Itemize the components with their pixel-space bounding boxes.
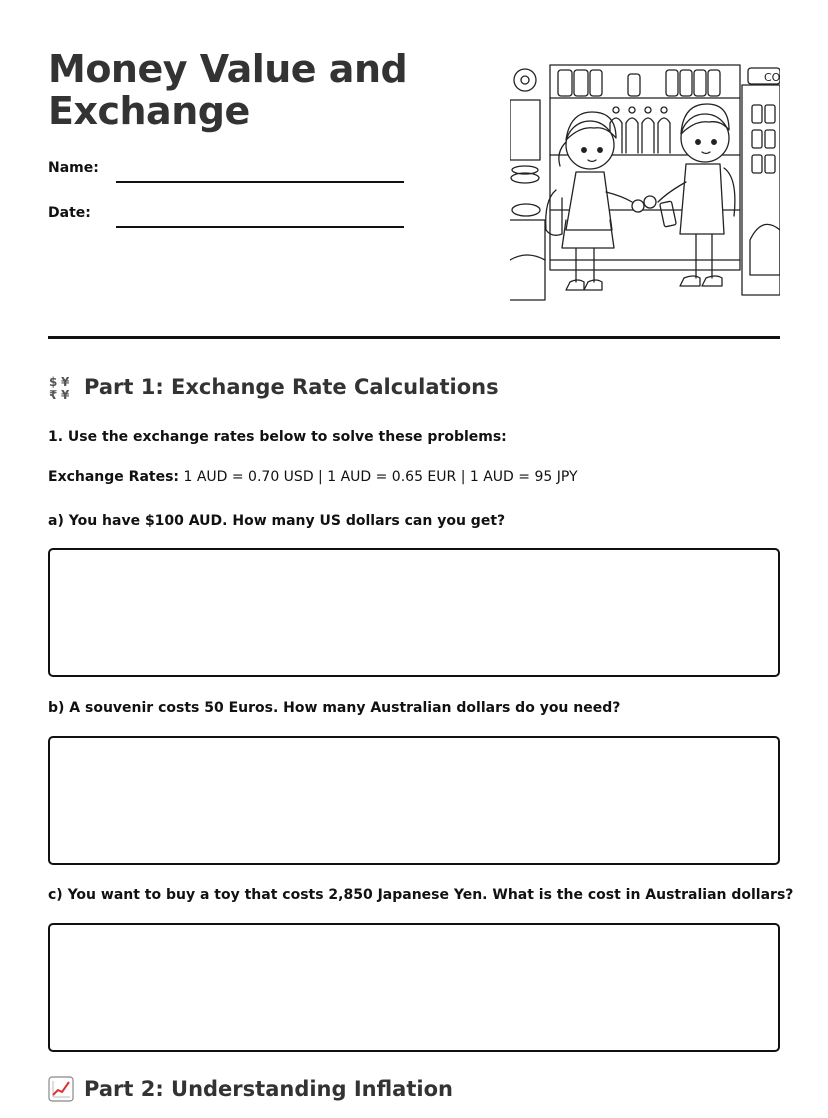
question-b: b) A souvenir costs 50 Euros. How many Australian dollars do you need? [48, 700, 621, 716]
date-field[interactable] [116, 226, 404, 228]
kids-shop-illustration [510, 60, 780, 305]
question-c: c) You want to buy a toy that costs 2,850 Japanese Yen. What is the cost in Australian dollars? [48, 887, 794, 903]
name-field[interactable] [116, 181, 404, 183]
svg-text:₹: ₹ [49, 388, 58, 400]
svg-text:¥: ¥ [61, 388, 70, 400]
part1-instruction: 1. Use the exchange rates below to solve these problems: [48, 429, 507, 445]
question-a: a) You have $100 AUD. How many US dollars can you get? [48, 513, 506, 529]
svg-text:¥: ¥ [61, 375, 70, 389]
part1-heading [48, 374, 499, 400]
section-divider [48, 336, 780, 339]
name-label: Name: [48, 160, 99, 176]
part1-heading-text: Part 1: Exchange Rate Calculations [84, 375, 499, 399]
exchange-rates-label: Exchange Rates: [48, 469, 180, 485]
svg-text:$: $ [49, 375, 58, 389]
chart-increasing-icon [48, 1076, 76, 1102]
part2-heading [48, 1076, 453, 1102]
exchange-rates [48, 469, 578, 485]
answer-box-b[interactable] [48, 736, 780, 865]
answer-box-a[interactable] [48, 548, 780, 677]
answer-box-c[interactable] [48, 923, 780, 1052]
exchange-rates-value: 1 AUD = 0.70 USD | 1 AUD = 0.65 EUR | 1 AUD = 95 JPY [179, 469, 578, 485]
date-label: Date: [48, 205, 91, 221]
worksheet-title: Money Value and Exchange [48, 47, 408, 133]
shop-sign-text: CO [764, 71, 780, 84]
part2-heading-text: Part 2: Understanding Inflation [84, 1077, 453, 1101]
currency-exchange-icon [48, 374, 76, 400]
